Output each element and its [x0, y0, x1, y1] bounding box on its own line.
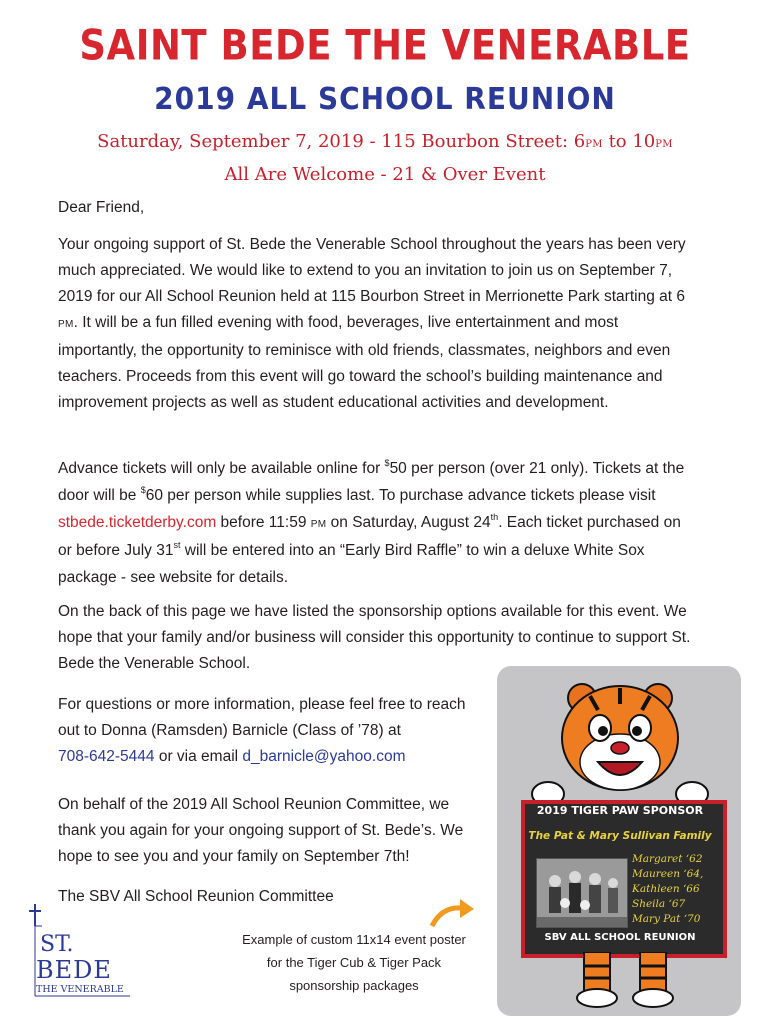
- ticket-website-link[interactable]: stbede.ticketderby.com: [58, 514, 217, 531]
- date-text: Saturday, September 7, 2019 - 115 Bourbon Street: 6: [97, 131, 586, 152]
- dollar-sign: $: [140, 485, 146, 495]
- page-title: SAINT BEDE THE VENERABLE: [79, 21, 691, 70]
- tickets-text: will be entered into an “Early Bird Raffle” to win a deluxe White Sox package - see website for details.: [58, 542, 645, 586]
- sponsor-name: Sheila ‘67: [632, 898, 686, 910]
- tickets-text: 60 per person while supplies last. To purchase advance tickets please visit: [145, 487, 656, 504]
- paragraph-intro: [58, 232, 698, 416]
- paragraph-sponsorship: On the back of this page we have listed the sponsorship options available for this event. We hope that your family and/or business will consider this opportunity to continue to support St. Bede the Venerable School.: [58, 603, 691, 672]
- pm-label: PM: [585, 139, 603, 150]
- caption-line: Example of custom 11x14 event poster: [242, 932, 466, 947]
- sponsor-names-list: [632, 852, 712, 927]
- tickets-text: on Saturday, August 24: [326, 514, 491, 531]
- phone-link[interactable]: 708-642-5444: [58, 748, 155, 765]
- sponsor-name: Maureen ‘64,: [632, 868, 704, 880]
- greeting: Dear Friend,: [58, 199, 145, 216]
- welcome-line: All Are Welcome - 21 & Over Event: [224, 164, 546, 185]
- contact-text: or via email: [154, 748, 243, 765]
- board-footer: SBV ALL SCHOOL REUNION: [544, 932, 696, 943]
- logo-the-venerable: THE VENERABLE: [36, 984, 124, 995]
- logo-st: ST.: [40, 932, 74, 957]
- board-header: 2019 TIGER PAW SPONSOR: [536, 804, 704, 817]
- board-family-name: The Pat & Mary Sullivan Family: [528, 830, 712, 842]
- intro-text: Your ongoing support of St. Bede the Venerable School throughout the years has been very much appreciated. We would like to extend to you an invitation to join us on September 7, 2019 for our All School Reunion held at 115 Bourbon Street in Merrionette Park starting at 6: [58, 236, 686, 305]
- paragraph-contact: [58, 692, 478, 770]
- dollar-sign: $: [384, 458, 390, 468]
- pm-label: PM: [310, 519, 327, 530]
- tickets-text: Advance tickets will only be available online for: [58, 460, 385, 477]
- poster-caption: [220, 928, 488, 997]
- caption-line: sponsorship packages: [289, 978, 419, 993]
- school-logo: [22, 902, 142, 1000]
- tiger-legs-icon: [570, 952, 680, 1008]
- caption-line: for the Tiger Cub & Tiger Pack: [266, 955, 442, 970]
- sponsor-name: Mary Pat ‘70: [632, 913, 701, 925]
- tickets-text: . Each ticket purchased on or before July 31: [58, 514, 681, 559]
- pm-label: PM: [655, 139, 673, 150]
- tickets-text: 50 per person (over 21 only). Tickets at the door will be: [58, 460, 685, 504]
- sponsor-name: Kathleen ‘66: [632, 883, 700, 895]
- sponsor-name: Margaret ‘62: [632, 853, 703, 865]
- date-text-end: to 10: [602, 131, 656, 152]
- paragraph-tickets: [58, 456, 698, 591]
- intro-text-cont: . It will be a fun filled evening with food, beverages, live entertainment and most importantly, the opportunity to reminisce with old friends, classmates, neighbors and even teachers. Proceeds from this event will go toward the school’s building maintenance and improvement projects as well as student educational activities and development.: [58, 314, 671, 411]
- arrow-icon: [428, 896, 478, 930]
- paragraph-closing: On behalf of the 2019 All School Reunion Committee, we thank you again for your ongoing support of St. Bede’s. We hope to see you and your family on September 7th!: [58, 796, 464, 865]
- tiger-mascot-icon: [520, 676, 720, 808]
- contact-text: For questions or more information, please feel free to reach out to Donna (Ramsden) Barnicle (Class of ’78) at: [58, 696, 466, 739]
- email-link[interactable]: d_barnicle@yahoo.com: [242, 748, 406, 765]
- ordinal-suffix: th: [490, 512, 499, 522]
- logo-bede: BEDE: [36, 956, 112, 984]
- page-subtitle: 2019 ALL SCHOOL REUNION: [154, 80, 616, 117]
- family-photo: [536, 858, 628, 928]
- event-date-line: [0, 131, 770, 152]
- ordinal-suffix: st: [173, 540, 181, 550]
- signature: The SBV All School Reunion Committee: [58, 888, 334, 905]
- pm-label: PM: [58, 319, 74, 330]
- tickets-text: before 11:59: [216, 514, 311, 531]
